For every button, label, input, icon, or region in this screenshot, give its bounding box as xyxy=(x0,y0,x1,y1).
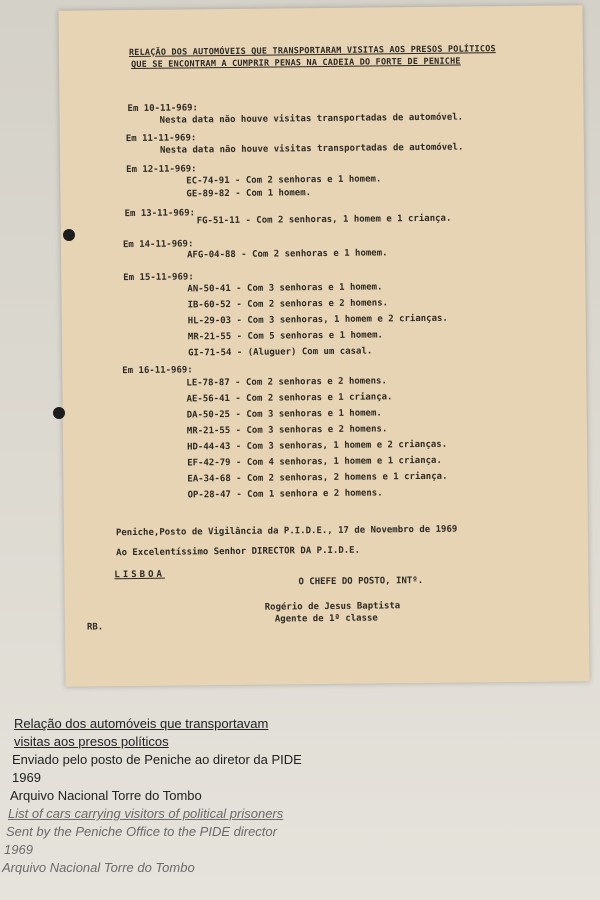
signatory-name: Rogério de Jesus Baptista xyxy=(264,601,401,613)
entry-date: Em 15-11-969: xyxy=(123,272,194,284)
document-title-line-2: QUE SE ENCONTRAM A CUMPRIR PENAS NA CADEIA DO FORTE DE PENICHE xyxy=(130,56,461,71)
chief-title: O CHEFE DO POSTO, INTº. xyxy=(298,575,424,588)
entry-line: IB-60-52 - Com 2 senhoras e 2 homens. xyxy=(187,298,389,311)
caption-en-year: 1969 xyxy=(4,842,33,857)
place-and-date: Peniche,Posto de Vigilância da P.I.D.E., 17 de Novembro de 1969 xyxy=(115,524,458,539)
entry-line: MR-21-55 - Com 3 senhoras e 2 homens. xyxy=(186,424,388,437)
signatory-role: Agente de 1ª classe xyxy=(274,613,378,625)
caption-pt-year: 1969 xyxy=(12,770,41,785)
entry-line: LE-78-87 - Com 2 senhoras e 2 homens. xyxy=(186,376,387,389)
entry-line: FG-51-11 - Com 2 senhoras, 1 homem e 1 criança. xyxy=(196,213,452,227)
caption-pt-archive: Arquivo Nacional Torre do Tombo xyxy=(10,788,202,803)
caption-en-sent: Sent by the Peniche Office to the PIDE director xyxy=(6,824,277,839)
entry-date: Em 11-11-969: xyxy=(125,133,197,145)
caption-pt-sent: Enviado pelo posto de Peniche ao diretor da PIDE xyxy=(12,752,302,767)
city: LISBOA xyxy=(114,569,165,581)
entry-date: Em 14-11-969: xyxy=(122,239,194,251)
entry-line: HD-44-43 - Com 3 senhoras, 1 homem e 2 crianças. xyxy=(187,439,448,453)
entry-date: Em 13-11-969: xyxy=(124,208,196,220)
entry-line: AN-50-41 - Com 3 senhoras e 1 homem. xyxy=(187,282,383,295)
entry-line: EC-74-91 - Com 2 senhoras e 1 homem. xyxy=(186,174,382,187)
entry-date: Em 12-11-969: xyxy=(126,164,197,176)
entry-line: Nesta data não houve visitas transportadas de automóvel. xyxy=(159,142,464,156)
entry-line: GE-89-82 - Com 1 homem. xyxy=(186,188,312,200)
document-title-line-1: RELAÇÃO DOS AUTOMÓVEIS QUE TRANSPORTARAM VISITAS AOS PRESOS POLÍTICOS xyxy=(128,44,496,59)
entry-line: Nesta data não houve visitas transportadas de automóvel. xyxy=(159,112,464,126)
typewritten-document xyxy=(58,5,589,686)
entry-line: DA-50-25 - Com 3 senhoras e 1 homem. xyxy=(186,408,382,421)
entry-line: AE-56-41 - Com 2 senhoras e 1 criança. xyxy=(186,392,393,405)
addressee: Ao Excelentíssimo Senhor DIRECTOR DA P.I.D.E. xyxy=(116,545,361,559)
caption-pt-title-1: Relação dos automóveis que transportavam xyxy=(14,716,269,731)
entry-date: Em 16-11-969: xyxy=(122,365,193,377)
caption-en-archive: Arquivo Nacional Torre do Tombo xyxy=(2,860,195,875)
typist-initials: RB. xyxy=(86,622,104,633)
entry-line: GI-71-54 - (Aluguer) Com um casal. xyxy=(188,346,373,359)
entry-line: AFG-04-88 - Com 2 senhoras e 1 homem. xyxy=(186,248,388,261)
entry-date: Em 10-11-969: xyxy=(127,103,199,115)
entry-line: EA-34-68 - Com 2 senhoras, 2 homens e 1 criança. xyxy=(187,471,448,485)
entry-line: HL-29-03 - Com 3 senhoras, 1 homem e 2 crianças. xyxy=(187,313,448,327)
entry-line: OP-28-47 - Com 1 senhora e 2 homens. xyxy=(187,488,383,501)
punch-hole xyxy=(63,229,75,241)
punch-hole xyxy=(53,407,65,419)
entry-line: EF-42-79 - Com 4 senhoras, 1 homem e 1 criança. xyxy=(187,455,442,469)
entry-line: MR-21-55 - Com 5 senhoras e 1 homem. xyxy=(187,330,384,343)
caption-pt-title-2: visitas aos presos políticos xyxy=(14,734,169,749)
caption-en-title: List of cars carrying visitors of political prisoners xyxy=(8,806,284,821)
